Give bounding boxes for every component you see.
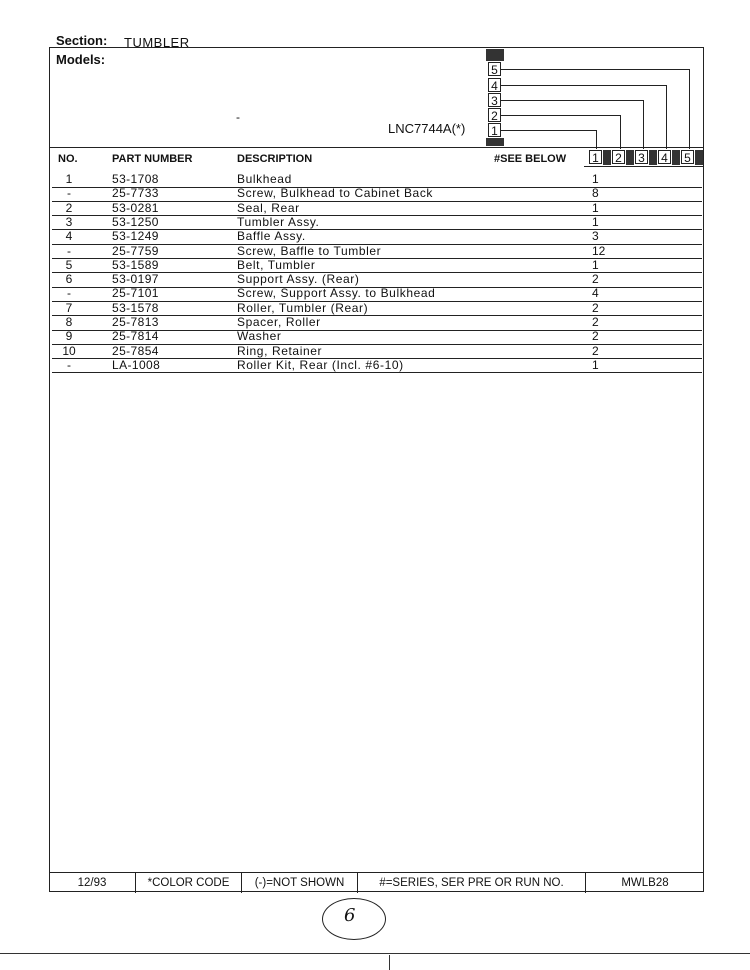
series-header-rule [584, 166, 704, 167]
row-part-number: 25-7101 [112, 286, 159, 301]
footer-bar [49, 872, 704, 893]
stack-box-5: 5 [488, 62, 501, 76]
row-no: 1 [65, 172, 73, 186]
row-quantity: 2 [592, 343, 599, 358]
row-part-number: 25-7854 [112, 343, 159, 358]
row-description: Spacer, Roller [237, 315, 321, 329]
model-name: LNC7744A(*) [388, 121, 466, 136]
row-part-number: 53-1708 [112, 172, 159, 186]
row-description: Roller, Tumbler (Rear) [237, 300, 369, 315]
row-quantity: 1 [592, 172, 599, 186]
row-part-number: LA-1008 [112, 357, 161, 372]
table-row [52, 344, 702, 360]
row-part-number: 25-7759 [112, 243, 159, 258]
row-description: Roller Kit, Rear (Incl. #6-10) [237, 357, 404, 372]
row-description: Belt, Tumbler [237, 257, 316, 272]
row-no: - [67, 357, 71, 372]
series-box-3: 3 [635, 150, 648, 164]
table-row [52, 172, 702, 188]
row-description: Screw, Bulkhead to Cabinet Back [237, 186, 434, 201]
row-part-number: 53-1589 [112, 257, 159, 272]
stack-box-4: 4 [488, 78, 501, 92]
bottom-rule [0, 953, 750, 954]
row-description: Support Assy. (Rear) [237, 272, 360, 287]
series-sep-3 [649, 150, 657, 165]
row-quantity: 4 [592, 286, 599, 301]
row-part-number: 53-1249 [112, 229, 159, 244]
header-description: DESCRIPTION [237, 153, 313, 165]
row-quantity: 1 [592, 214, 599, 229]
header-no: NO. [58, 153, 78, 165]
series-sep-2 [626, 150, 634, 165]
row-no: - [67, 243, 71, 258]
row-part-number: 53-1250 [112, 214, 159, 229]
row-part-number: 53-0197 [112, 272, 159, 287]
series-box-1: 1 [589, 150, 602, 164]
row-quantity: 1 [592, 200, 599, 215]
table-row [52, 272, 702, 288]
row-quantity: 1 [592, 257, 599, 272]
header-see-below: #SEE BELOW [494, 153, 567, 165]
row-quantity: 2 [592, 272, 599, 287]
footer-series: #=SERIES, SER PRE OR RUN NO. [358, 873, 586, 893]
row-no: 8 [65, 315, 73, 329]
table-row [52, 215, 702, 231]
row-description: Baffle Assy. [237, 229, 306, 244]
section-label: Section: [56, 33, 108, 48]
stack-top-mark [486, 49, 504, 61]
row-description: Screw, Baffle to Tumbler [237, 243, 382, 258]
table-row [52, 329, 702, 345]
section-value: TUMBLER [124, 35, 190, 50]
row-quantity: 1 [592, 357, 599, 372]
row-quantity: 12 [592, 243, 606, 258]
series-sep-4 [672, 150, 680, 165]
table-row [52, 286, 702, 302]
table-row [52, 201, 702, 217]
models-label: Models: [56, 52, 106, 67]
series-sep-1 [603, 150, 611, 165]
row-quantity: 3 [592, 229, 599, 244]
footer-date: 12/93 [49, 873, 136, 893]
row-description: Tumbler Assy. [237, 214, 320, 229]
row-no: 9 [65, 329, 73, 344]
stack-box-3: 3 [488, 93, 501, 107]
row-description: Screw, Support Assy. to Bulkhead [237, 286, 436, 301]
row-no: 10 [62, 343, 76, 358]
row-part-number: 53-0281 [112, 200, 159, 215]
row-part-number: 25-7813 [112, 315, 159, 329]
row-no: 4 [65, 229, 73, 244]
row-quantity: 2 [592, 329, 599, 344]
row-no: - [67, 186, 71, 201]
row-quantity: 2 [592, 315, 599, 329]
series-sep-5 [695, 150, 703, 165]
table-row [52, 301, 702, 317]
header-part-number: PART NUMBER [112, 153, 193, 165]
footer-code: MWLB28 [621, 877, 669, 889]
row-description: Bulkhead [237, 172, 292, 186]
row-quantity: 8 [592, 186, 599, 201]
row-no: 6 [65, 272, 73, 287]
series-box-4: 4 [658, 150, 671, 164]
footer-color-code: *COLOR CODE [136, 873, 242, 893]
table-row [52, 229, 702, 245]
footer-not-shown: (-)=NOT SHOWN [242, 873, 358, 893]
row-no: 5 [65, 257, 73, 272]
row-description: Seal, Rear [237, 200, 300, 215]
table-row [52, 315, 702, 331]
table-row [52, 358, 702, 374]
models-dash: - [236, 110, 240, 124]
table-row [52, 258, 702, 274]
table-row [52, 186, 702, 202]
row-no: 3 [65, 214, 73, 229]
header-divider [49, 147, 704, 148]
stack-box-1: 1 [488, 123, 501, 137]
series-box-5: 5 [681, 150, 694, 164]
row-no: - [67, 286, 71, 301]
table-row [52, 244, 702, 260]
row-part-number: 25-7733 [112, 186, 159, 201]
row-no: 7 [65, 300, 73, 315]
row-part-number: 53-1578 [112, 300, 159, 315]
page-mark: 6 [344, 905, 356, 926]
stack-box-2: 2 [488, 108, 501, 122]
bottom-tick [389, 955, 390, 970]
row-part-number: 25-7814 [112, 329, 159, 344]
series-box-2: 2 [612, 150, 625, 164]
row-description: Washer [237, 329, 282, 344]
row-description: Ring, Retainer [237, 343, 323, 358]
row-quantity: 2 [592, 300, 599, 315]
row-no: 2 [65, 200, 73, 215]
